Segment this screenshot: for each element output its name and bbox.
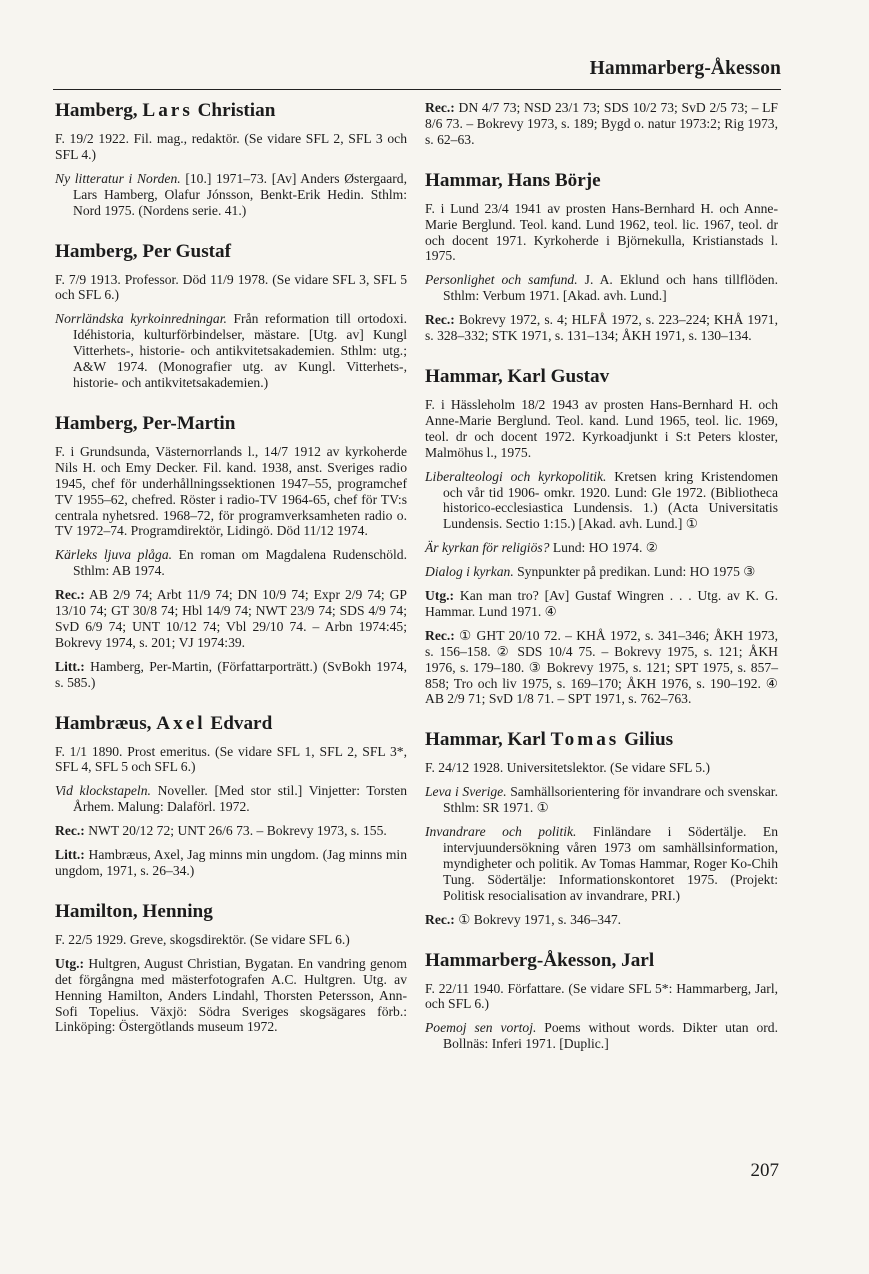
author-name-part: Hammar, Karl Gustav [425, 365, 610, 387]
work-details: Kretsen kring Kristendomen och vår tid 1906- omkr. 1920. Lund: Gle 1972. (Bibliotheca historico-ecclesiastica Lundensis. 1.) (Acta Universitatis Lundensis. Sectio 1:15.) [Akad. avh. Lund.] ① [443, 468, 779, 532]
work-details: Lund: HO 1974. ② [549, 540, 658, 556]
work-citation [55, 311, 407, 391]
work-title: Invandrare och politik. [425, 824, 577, 840]
note-label: Rec.: [55, 587, 85, 603]
work-details: En roman om Magdalena Rudenschöld. Sthlm: AB 1974. [73, 547, 407, 579]
bibliography-entry [55, 413, 407, 691]
author-name-part: Christian [192, 100, 276, 121]
labeled-note [425, 588, 778, 620]
author-name [55, 413, 407, 435]
work-title: Vid klockstapeln. [55, 783, 151, 799]
biographical-note: F. i Grundsunda, Västernorrlands l., 14/7 1912 av kyrkoherde Nils H. och Emy Decker. Fil. kand. 1938, anst. Sveriges radio 1945, chef för underhållningssektionen 1947–55, programchef TV 1955–62, chefred. Röster i radio-TV 1964-65, chef för TV:s centrala nyhetsred. 1968–72, för programverksamheten radio o. TV 1972–74. Programdirektör, Lidingö. Död 11/12 1974. [55, 443, 407, 539]
author-name-part: Hammar, Hans Börje [425, 169, 601, 191]
note-text: DN 4/7 73; NSD 23/1 73; SDS 10/2 73; SvD 2/5 73; – LF 8/6 73. – Bokrevy 1973, s. 189; Bygd o. natur 1973:2; Rig 1973, s. 62–63. [425, 100, 778, 147]
biographical-note: F. i Hässleholm 18/2 1943 av prosten Hans-Bernhard H. och Anne-Marie Berglund. Teol. kand. Lund 1965, teol. lic. 1969, teol. dr och docent 1972. Kyrkoadjunkt i S:t Peters kloster, Malmöhus l., 1975. [425, 396, 778, 460]
author-name-part: Hammar, Karl [425, 729, 551, 751]
biographical-note: F. i Lund 23/4 1941 av prosten Hans-Bernhard H. och Anne-Marie Berglund. Teol. kand. Lund 1962, teol. lic. 1967, teol. dr och docent 1971. Kyrkoherde i Björnekulla, Kristianstads l. 1975. [425, 200, 778, 264]
author-name-part: Hamilton, Henning [55, 900, 213, 922]
labeled-note [425, 312, 778, 344]
author-name-part: Edvard [205, 712, 273, 734]
running-head: Hammarberg-Åkesson [589, 58, 781, 79]
biographical-note: F. 1/1 1890. Prost emeritus. (Se vidare SFL 1, SFL 2, SFL 3*, SFL 4, SFL 5 och SFL 6.) [55, 743, 407, 775]
work-title: Kärleks ljuva plåga. [55, 547, 173, 563]
work-title: Personlighet och samfund. [425, 272, 578, 288]
bibliography-entry [55, 100, 407, 219]
work-details: Samhällsorientering för invandrare och svenskar. Sthlm: SR 1971. ① [443, 784, 778, 816]
work-citation [55, 171, 407, 219]
author-name-part: Axel [156, 712, 206, 734]
header-rule [53, 89, 781, 90]
work-citation [425, 1020, 778, 1052]
author-name-part: Gilius [619, 729, 674, 751]
work-details: Noveller. [Med stor stil.] Vinjetter: Torsten Århem. Malung: Dalaförl. 1972. [73, 783, 407, 815]
note-text: NWT 20/12 72; UNT 26/6 73. – Bokrevy 1973, s. 155. [84, 823, 387, 839]
note-label: Utg.: [425, 588, 455, 604]
labeled-note [55, 847, 407, 879]
work-details: J. A. Eklund och hans tillflöden. Sthlm: Verbum 1971. [Akad. avh. Lund.] [443, 272, 778, 304]
work-details: Synpunkter på predikan. Lund: HO 1975 ③ [513, 564, 756, 580]
work-citation [55, 547, 407, 579]
work-title: Är kyrkan för religiös? [425, 540, 550, 556]
bibliography-entry [425, 729, 778, 927]
bibliography-entry [55, 713, 407, 879]
author-name-part: Tomas [550, 729, 620, 751]
bibliography-entry [425, 100, 778, 148]
note-text: Kan man tro? [Av] Gustaf Wingren . . . Utg. av K. G. Hammar. Lund 1971. ④ [425, 588, 778, 619]
biographical-note: F. 7/9 1913. Professor. Död 11/9 1978. (Se vidare SFL 3, SFL 5 och SFL 6.) [55, 271, 407, 303]
work-title: Leva i Sverige. [425, 784, 507, 800]
work-details: [10.] 1971–73. [Av] Anders Østergaard, Lars Hamberg, Olafur Jónsson, Benkt-Erik Hedin. Sthlm: Nord 1975. (Nordens serie. 41.) [73, 170, 408, 218]
author-name-part: Hamberg, [55, 100, 143, 121]
labeled-note [425, 628, 778, 708]
author-name-part: Hamberg, Per-Martin [55, 412, 236, 434]
labeled-note [55, 956, 407, 1036]
author-name [55, 241, 407, 263]
author-name [425, 729, 778, 751]
note-label: Rec.: [425, 100, 455, 115]
work-citation [425, 784, 778, 816]
bibliography-entry [425, 366, 778, 707]
note-text: Bokrevy 1972, s. 4; HLFÅ 1972, s. 223–224; KHÅ 1971, s. 328–332; STK 1971, s. 131–134; ÅKH 1971, s. 130–134. [425, 312, 778, 344]
work-citation [55, 783, 407, 815]
labeled-note [55, 587, 407, 651]
labeled-note [425, 100, 778, 148]
note-label: Utg.: [55, 955, 85, 971]
author-name-part: Lars [142, 100, 193, 121]
page-number: 207 [750, 1160, 779, 1181]
work-citation [425, 540, 778, 556]
note-label: Litt.: [55, 847, 85, 863]
author-name [55, 713, 407, 735]
left-column [55, 100, 407, 1057]
labeled-note [425, 912, 778, 928]
bibliography-entry [55, 901, 407, 1035]
labeled-note [55, 659, 407, 691]
author-name [55, 100, 407, 122]
author-name-part: Hammarberg-Åkesson, Jarl [425, 949, 655, 971]
note-label: Rec.: [425, 627, 455, 643]
work-citation [425, 469, 778, 533]
note-text: Hultgren, August Christian, Bygatan. En vandring genom det förgångna med mästerfotografen A.C. Hultgren. Utg. av Henning Hamilton, Anders Lindahl, Thorsten Petersson, Ann-Sofi Topelius. Växjö: Södra Sveriges skogsägares förb.: Linköping: Östergötlands museum 1972. [55, 955, 407, 1035]
labeled-note [55, 823, 407, 839]
author-name [425, 366, 778, 388]
note-text: ① Bokrevy 1971, s. 346–347. [454, 911, 622, 927]
note-label: Rec.: [55, 823, 85, 839]
work-citation [425, 824, 778, 904]
bibliography-entry [425, 170, 778, 344]
biographical-note: F. 19/2 1922. Fil. mag., redaktör. (Se vidare SFL 2, SFL 3 och SFL 4.) [55, 131, 407, 162]
author-name [425, 170, 778, 192]
work-title: Liberalteologi och kyrkopolitik. [425, 468, 607, 484]
author-name [425, 950, 778, 972]
note-label: Litt.: [55, 658, 85, 674]
biographical-note: F. 24/12 1928. Universitetslektor. (Se vidare SFL 5.) [425, 760, 710, 776]
work-citation [425, 272, 778, 304]
author-name-part: Hamberg, Per Gustaf [55, 240, 232, 262]
work-title: Norrländska kyrkoinredningar. [55, 311, 227, 327]
author-name-part: Hambræus, [55, 712, 157, 734]
work-title: Poemoj sen vortoj. [425, 1020, 537, 1036]
bibliography-entry [55, 241, 407, 391]
note-label: Rec.: [425, 312, 455, 328]
note-text: Hamberg, Per-Martin, (Författarporträtt.) (SvBokh 1974, s. 585.) [55, 658, 407, 690]
note-text: Hambræus, Axel, Jag minns min ungdom. (Jag minns min ungdom, 1971, s. 26–34.) [55, 847, 407, 878]
note-text: ① GHT 20/10 72. – KHÅ 1972, s. 341–346; ÅKH 1973, s. 156–158. ② SDS 10/4 75. – Bokrevy 1975, s. 121; ÅKH 1976, s. 179–180. ③ Bokrevy 1975, s. 121; SPT 1975, s. 857–858; Tro och liv 1975, s. 169–170; ÅKH 1976, s. 190–192. ④ AB 2/9 71; SvD 1/8 71. – SPT 1971, s. 762–763. [425, 627, 778, 707]
biographical-note: F. 22/5 1929. Greve, skogsdirektör. (Se vidare SFL 6.) [55, 931, 350, 947]
note-text: AB 2/9 74; Arbt 11/9 74; DN 10/9 74; Expr 2/9 74; GP 13/10 74; GT 30/8 74; Hbl 14/9 74; NWT 23/9 74; SDS 4/9 74; SvD 6/9 74; UNT 10/12 74; Vbl 29/10 74. – Arbn 1974:45; Bokrevy 1974, s. 201; VJ 1974:39. [55, 587, 407, 650]
work-details: Finländare i Södertälje. En intervjuundersökning våren 1973 om samhällsinformation, myndigheter och politik. Av Tomas Hammar, Roger Ko-Chih Tung. Södertälje: Informationskontoret 1975. (Projekt: Politisk resocialisation av invandrare, PRI.) [443, 824, 778, 903]
work-title: Dialog i kyrkan. [425, 564, 514, 580]
bibliography-entry [425, 950, 778, 1053]
author-name [55, 901, 407, 923]
work-details: Poems without words. Dikter utan ord. Bollnäs: Inferi 1971. [Duplic.] [443, 1020, 778, 1052]
work-details: Från reformation till ortodoxi. Idéhistoria, kulturförbindelser, mästare. [Utg. av] Kungl Vitterhets-, historie- och antikvitetsakademien. Sthlm: utg.; A&W 1974. (Monografier utg. av Kungl. Vitterhets-, historie- och antikvitetsakademien.) [73, 311, 407, 390]
biographical-note: F. 22/11 1940. Författare. (Se vidare SFL 5*: Hammarberg, Jarl, och SFL 6.) [425, 980, 778, 1012]
work-citation [425, 564, 778, 580]
right-column [425, 100, 778, 1074]
note-label: Rec.: [425, 911, 455, 927]
work-title: Ny litteratur i Norden. [55, 170, 181, 186]
